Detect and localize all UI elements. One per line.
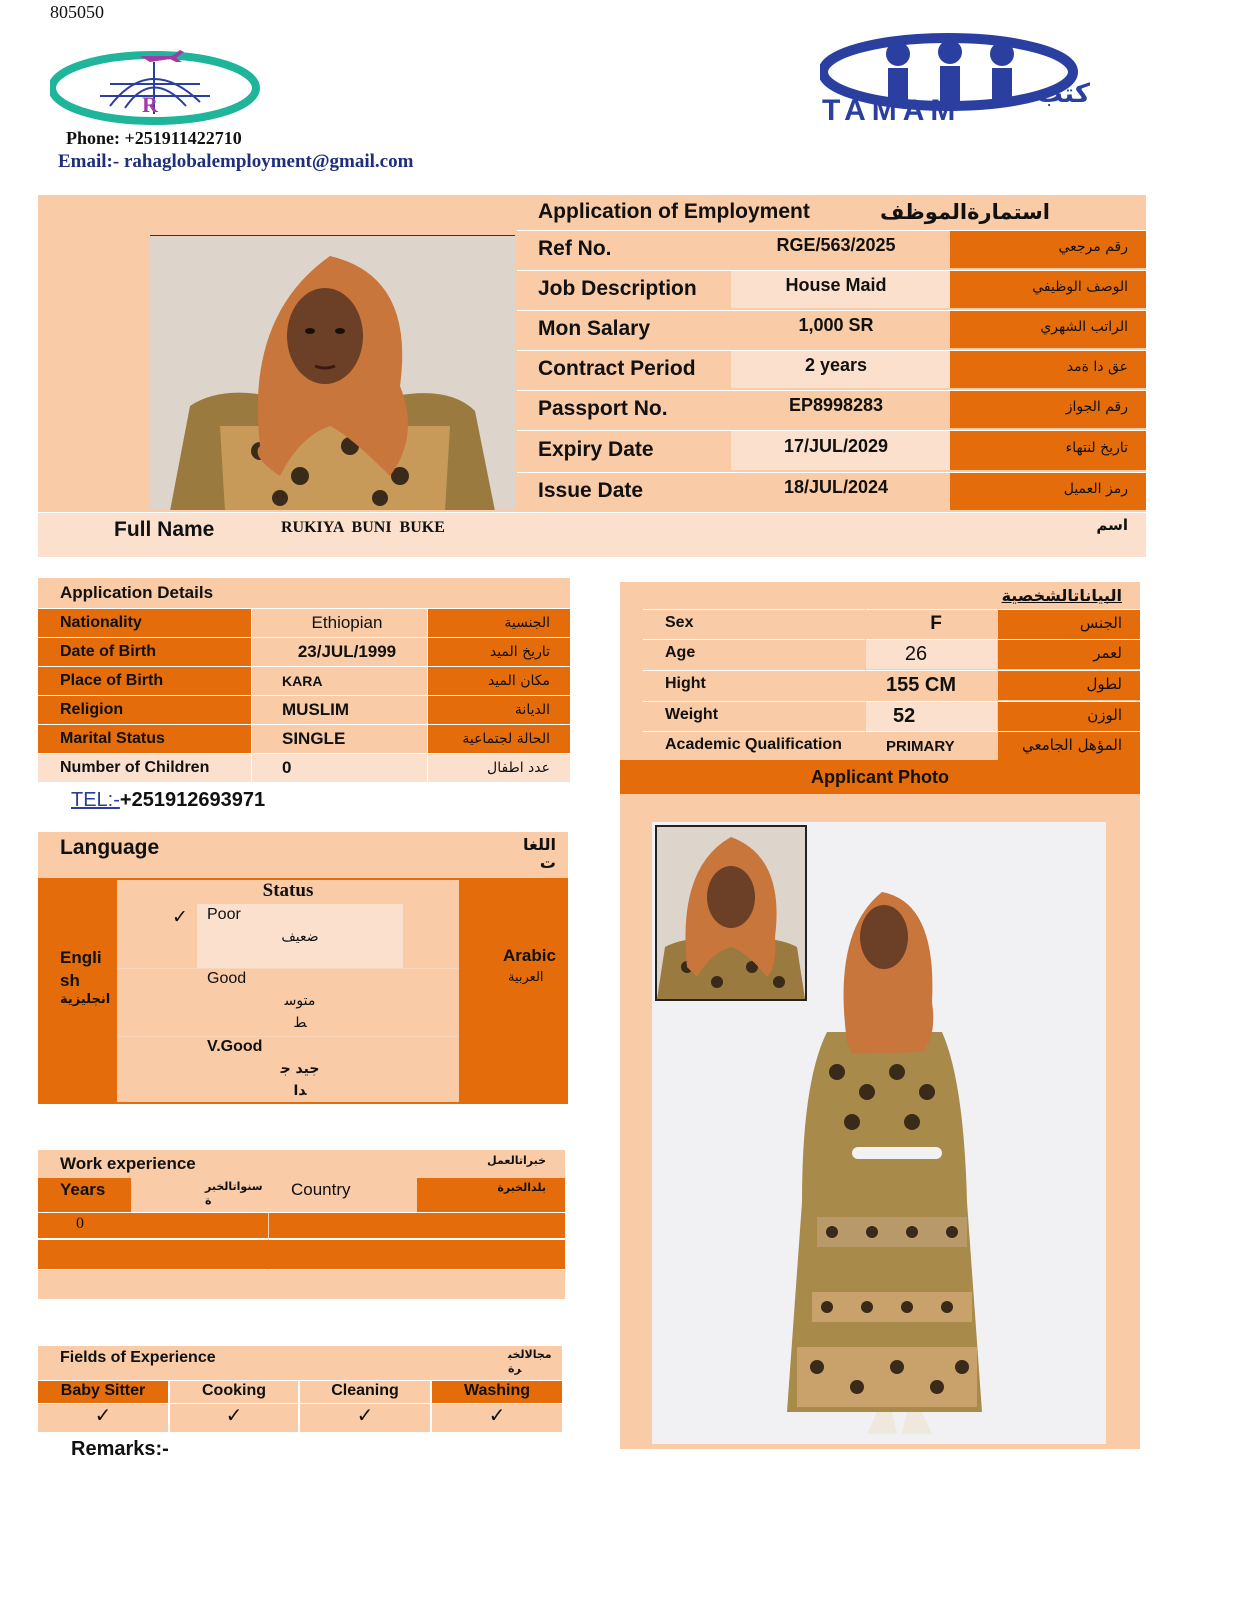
tamam-logo-text: TAMAM [822,94,962,125]
language-level-check: ✓ [172,907,188,928]
remarks-label: Remarks:- [71,1437,169,1460]
language-level-en: Poor [207,906,241,923]
work-experience-title-ar: خبراتالعمل [487,1153,546,1167]
form-title-ar: استمارةالموظف [880,200,1050,224]
telephone [71,786,265,814]
personal-label: Hight [665,675,706,692]
work-years-ar: سنواتالخبرة [205,1180,263,1207]
form-row-ar: الراتب الشهري [1040,319,1128,335]
personal-value-cell [866,701,997,731]
applicant-passport-photo [655,825,807,1001]
personal-label: Sex [665,614,694,631]
app-detail-ar: تاريخ الميد [489,644,550,660]
form-row-value: House Maid [785,274,887,295]
form-row-label: Contract Period [538,357,696,380]
language-level-ar: جيد جدا [280,1061,320,1099]
personal-ar: لعمر [1093,644,1122,662]
personal-value: F [930,613,942,634]
work-years-value: 0 [76,1215,84,1232]
personal-data-title: البياناتالشخصية [1001,585,1122,605]
full-name-value: RUKIYA BUNI BUKE [281,519,445,536]
app-detail-ar: مكان الميد [487,673,550,689]
form-row-label: Passport No. [538,397,668,420]
form-row-value: 18/JUL/2024 [783,476,889,497]
personal-ar: الوزن [1087,706,1122,724]
form-row-label: Ref No. [538,237,612,260]
field-label: Washing [463,1382,531,1399]
personal-ar: المؤهل الجامعي [1022,736,1122,754]
app-detail-value: Ethiopian [311,613,383,632]
app-detail-ar: الديانة [514,702,550,718]
personal-label: Academic Qualification [665,736,842,753]
language-arabic: Arabic [503,946,556,965]
form-title-en: Application of Employment [538,200,810,223]
language-level-en: Good [207,970,247,987]
work-experience-title: Work experience [60,1154,196,1173]
personal-value: 155 CM [885,673,957,696]
app-detail-label: Number of Children [60,759,210,776]
app-detail-value: SINGLE [282,729,346,748]
field-label: Cooking [202,1382,266,1399]
form-row-label: Mon Salary [538,317,651,340]
work-row-2 [38,1240,565,1269]
form-row-value: 17/JUL/2029 [783,435,889,456]
fields-title: Fields of Experience [60,1349,216,1366]
language-level-ar: متوسط [284,993,316,1031]
work-years-label: Years [60,1180,106,1199]
full-name-ar: اسم [1096,516,1128,534]
form-row-label: Job Description [538,277,697,300]
form-row-ar: عق دا ةمد [1066,359,1128,375]
applicant-portrait-photo [150,235,515,510]
form-row-value: 1,000 SR [798,314,874,335]
form-row-ar: رقم مرجعي [1058,239,1128,255]
field-check: ✓ [225,1404,243,1427]
app-detail-label: Place of Birth [60,672,164,689]
language-level-divider [117,968,459,969]
form-row-ar: تاريخ لنتهاء [1065,440,1128,456]
app-detail-value-cell [252,667,427,695]
app-detail-value: MUSLIM [282,700,350,719]
agency-logo-letter: R [142,92,158,117]
full-name-label: Full Name [114,518,215,541]
app-detail-ar: عدد اطفال [487,760,550,776]
language-arabic-ar: العربية [508,970,544,985]
agency-email: Email:- rahaglobalemployment@gmail.com [58,151,414,172]
field-check: ✓ [94,1404,112,1427]
tamam-logo-arabic: كتب [1036,79,1090,109]
form-row-ar: الوصف الوظيفي [1032,279,1128,295]
form-row-value: RGE/563/2025 [776,234,896,255]
language-english-ar: انجليزية [60,992,111,1007]
language-english: English [60,948,102,990]
personal-value: PRIMARY [886,737,955,755]
language-status-header: Status [262,880,314,901]
personal-ar: الجنس [1079,614,1122,632]
app-detail-ar: الجنسية [504,615,550,631]
form-row-ar: رقم الجواز [1065,399,1128,415]
form-row-value: 2 years [804,354,868,375]
work-country-label: Country [291,1180,351,1199]
work-country-ar: بلدالخبرة [497,1180,546,1194]
applicant-photo-header: Applicant Photo [620,760,1140,794]
field-check: ✓ [488,1404,506,1427]
personal-label: Weight [665,706,719,723]
app-detail-ar: الحالة لجتماعية [462,731,550,747]
personal-value: 52 [893,704,916,727]
personal-ar: لطول [1086,675,1122,693]
agency-logo [50,44,260,126]
app-detail-value: 0 [282,758,292,777]
form-row-label: Issue Date [538,479,644,502]
app-detail-value: 23/JUL/1999 [297,642,397,661]
app-detail-label: Nationality [60,614,142,631]
language-title-ar: اللغات [522,835,556,872]
personal-label: Age [665,644,696,661]
form-row-ar: رمز العميل [1063,481,1128,497]
app-detail-label: Date of Birth [60,643,156,660]
application-details-title: Application Details [60,583,214,602]
form-row-label: Expiry Date [538,438,654,461]
field-check: ✓ [356,1404,374,1427]
app-detail-label: Marital Status [60,730,165,747]
work-country-cell [131,1178,417,1212]
app-detail-value: KARA [282,673,323,689]
app-detail-label: Religion [60,701,124,718]
telephone-label: TEL:- [71,788,120,811]
telephone-value: +251912693971 [119,788,266,811]
field-label: Baby Sitter [60,1382,146,1399]
work-row-1 [38,1213,565,1238]
language-level-divider [117,1036,459,1037]
field-label: Cleaning [331,1382,399,1399]
language-level-ar: ضعيف [281,929,319,945]
language-title: Language [60,836,160,859]
app-detail-value-cell [252,754,427,782]
form-row-value: EP8998283 [788,394,884,415]
personal-value: 26 [904,642,928,665]
agency-phone: Phone: +251911422710 [66,128,242,148]
language-level-en: V.Good [207,1038,263,1055]
document-id: 805050 [50,2,104,22]
tamam-logo [820,30,1095,125]
fields-title-ar: مجالالخبرة [508,1348,552,1375]
work-row-3 [38,1270,565,1299]
